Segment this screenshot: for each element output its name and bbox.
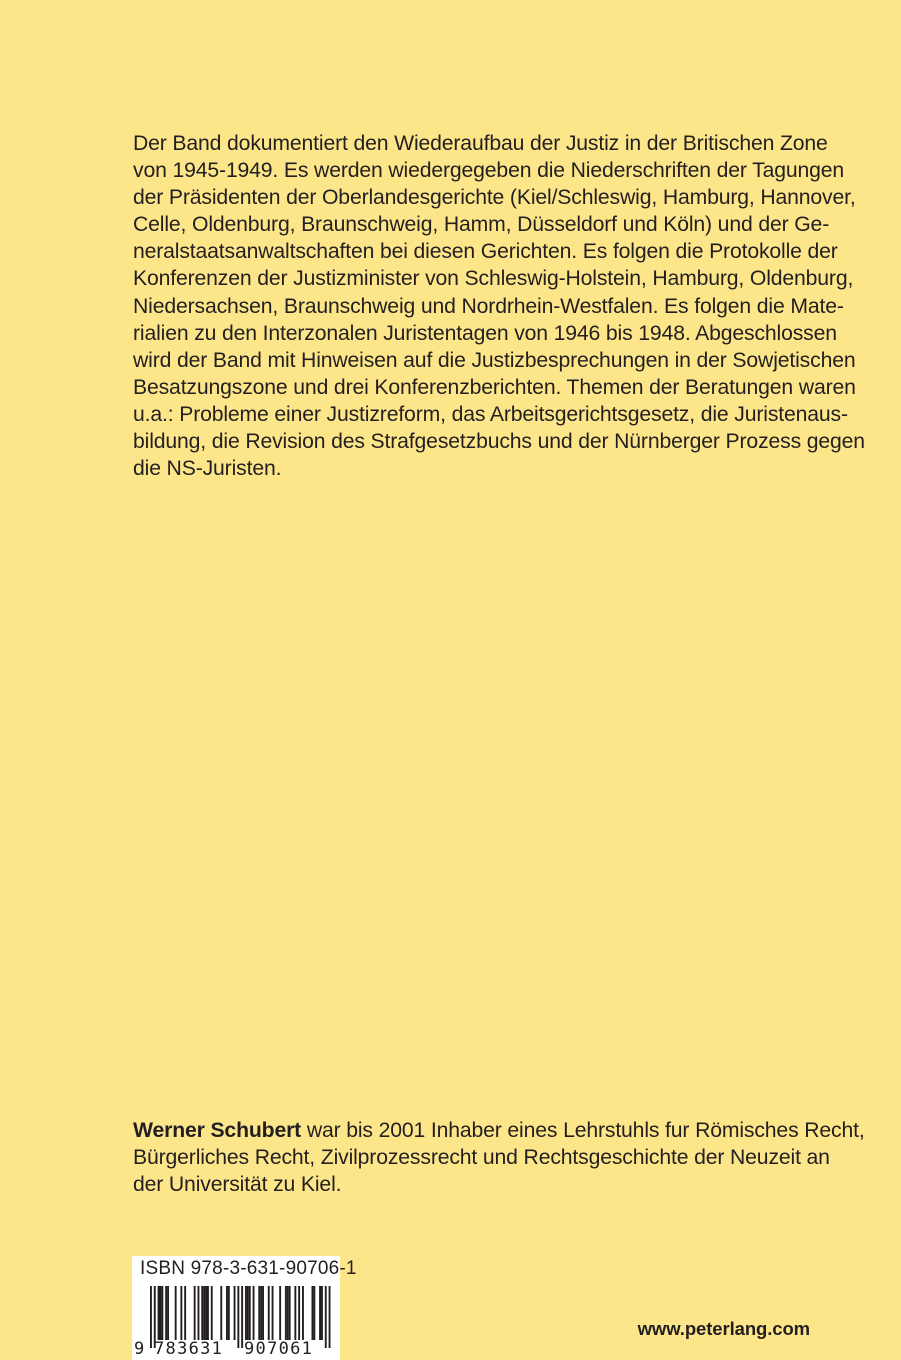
barcode-bar bbox=[294, 1286, 296, 1340]
blurb-line: die NS-Juristen. bbox=[133, 457, 282, 481]
barcode-bar bbox=[325, 1286, 327, 1348]
blurb-line: Konferenzen der Justizminister von Schleswig-Holstein, Hamburg, Oldenburg, bbox=[133, 267, 854, 291]
barcode-bar bbox=[321, 1286, 323, 1340]
barcode-bar bbox=[150, 1286, 152, 1348]
blurb-line: bildung, die Revision des Strafgesetzbuchs und der Nürnberger Prozess gegen bbox=[133, 430, 865, 454]
barcode bbox=[132, 1256, 357, 1360]
barcode-bar bbox=[312, 1286, 314, 1340]
barcode-bar bbox=[287, 1286, 289, 1340]
barcode-bar bbox=[329, 1286, 331, 1348]
barcode-bar bbox=[313, 1286, 315, 1340]
barcode-bar bbox=[298, 1286, 300, 1340]
blurb-line: wird der Band mit Hinweisen auf die Justizbesprechungen in der Sowjetischen bbox=[133, 348, 856, 372]
author-bio bbox=[133, 1117, 865, 1198]
blurb-line: von 1945-1949. Es werden wiedergegeben die Niederschriften der Tagungen bbox=[133, 159, 845, 183]
barcode-bar bbox=[247, 1286, 249, 1340]
barcode-bar bbox=[207, 1286, 209, 1340]
barcode-bar bbox=[237, 1286, 239, 1348]
barcode-bar bbox=[167, 1286, 169, 1340]
blurb-line: rialien zu den Interzonalen Juristentagen von 1946 bis 1948. Abgeschlossen bbox=[133, 321, 837, 345]
barcode-bar bbox=[272, 1286, 274, 1340]
author-bio-line: Bürgerliches Recht, Zivilprozessrecht und Rechtsgeschichte der Neuzeit an bbox=[133, 1146, 830, 1170]
barcode-bar bbox=[249, 1286, 251, 1340]
blurb-line: der Präsidenten der Oberlandesgerichte (Kiel/Schleswig, Hamburg, Hannover, bbox=[133, 186, 856, 210]
author-name: Werner Schubert bbox=[133, 1119, 302, 1142]
barcode-bar bbox=[268, 1286, 270, 1340]
barcode-bar bbox=[289, 1286, 291, 1340]
barcode-bar bbox=[205, 1286, 207, 1340]
barcode-bar bbox=[228, 1286, 230, 1340]
barcode-bar bbox=[226, 1286, 228, 1340]
author-bio-line: der Universität zu Kiel. bbox=[133, 1173, 342, 1197]
barcode-bar bbox=[245, 1286, 247, 1340]
barcode-bar bbox=[160, 1286, 162, 1340]
barcode-bar bbox=[203, 1286, 205, 1340]
barcode-digits-left: 783631 bbox=[154, 1339, 224, 1359]
barcode-bar bbox=[220, 1286, 222, 1340]
barcode-bar bbox=[279, 1286, 281, 1340]
author-bio-text: war bis 2001 Inhaber eines Lehrstuhls fur Römisches Recht, bbox=[301, 1119, 865, 1142]
blurb-line: Niedersachsen, Braunschweig und Nordrhein-Westfalen. Es folgen die Mate- bbox=[133, 294, 844, 318]
blurb-line: Celle, Oldenburg, Braunschweig, Hamm, Düsseldorf und Köln) und der Ge- bbox=[133, 213, 830, 237]
barcode-digit-lead: 9 bbox=[134, 1339, 145, 1359]
barcode-bar bbox=[194, 1286, 196, 1340]
barcode-bar bbox=[260, 1286, 262, 1340]
barcode-bar bbox=[211, 1286, 213, 1340]
barcode-bar bbox=[258, 1286, 260, 1340]
barcode-bar bbox=[161, 1286, 163, 1340]
barcode-bar bbox=[184, 1286, 186, 1340]
blurb-text bbox=[133, 130, 865, 482]
barcode-bar bbox=[241, 1286, 243, 1348]
barcode-bar bbox=[165, 1286, 167, 1340]
publisher-website[interactable]: www.peterlang.com bbox=[637, 1318, 810, 1339]
barcode-bar bbox=[175, 1286, 177, 1340]
blurb-line: neralstaatsanwaltschaften bei diesen Gerichten. Es folgen die Protokolle der bbox=[133, 240, 838, 264]
barcode-bar bbox=[302, 1286, 304, 1340]
barcode-bar bbox=[201, 1286, 203, 1340]
blurb-line: Besatzungszone und drei Konferenzberichten. Themen der Beratungen waren bbox=[133, 375, 856, 399]
barcode-bar bbox=[198, 1286, 200, 1340]
blurb-line: u.a.: Probleme einer Justizreform, das Arbeitsgerichtsgesetz, die Juristenaus- bbox=[133, 402, 848, 426]
isbn-barcode-box bbox=[132, 1256, 357, 1360]
barcode-bar bbox=[262, 1286, 264, 1340]
barcode-bar bbox=[158, 1286, 160, 1340]
blurb-line: Der Band dokumentiert den Wiederaufbau der Justiz in der Britischen Zone bbox=[133, 132, 828, 155]
barcode-bar bbox=[285, 1286, 287, 1340]
barcode-bar bbox=[234, 1286, 236, 1340]
barcode-bar bbox=[319, 1286, 321, 1340]
barcode-bar bbox=[180, 1286, 182, 1340]
barcode-digits-right: 907061 bbox=[244, 1339, 314, 1359]
author-bio-line bbox=[133, 1117, 865, 1144]
barcode-bar bbox=[253, 1286, 255, 1340]
isbn-label: ISBN 978-3-631-90706-1 bbox=[140, 1258, 357, 1279]
